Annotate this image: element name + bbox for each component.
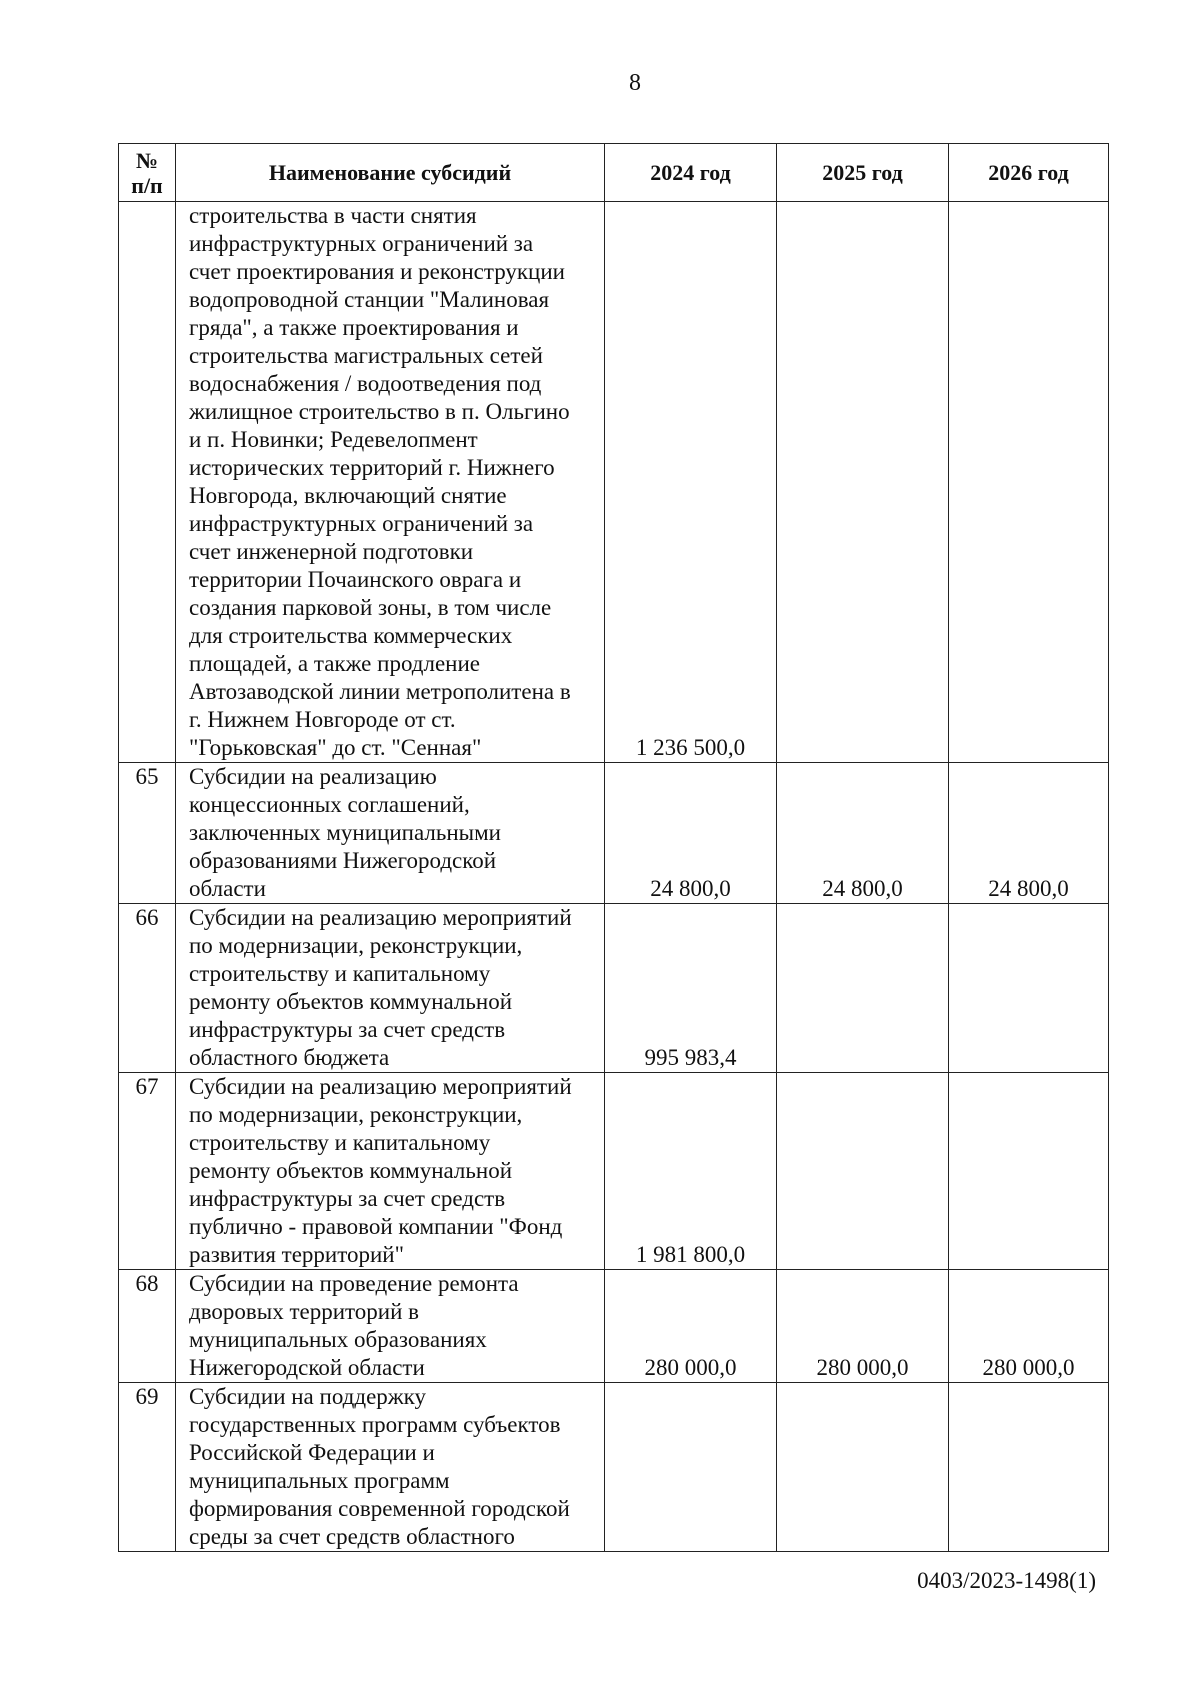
row-number: [119, 202, 176, 763]
row-value-2026: [949, 904, 1109, 1073]
row-value-2026: 280 000,0: [949, 1270, 1109, 1383]
row-name: Субсидии на реализацию мероприятий по модернизации, реконструкции, строительству и капитальному ремонту объектов коммунальной инфраструктуры за счет средств публично - правовой компании "Фонд развития территорий": [176, 1073, 605, 1270]
row-value-2025: 280 000,0: [777, 1270, 949, 1383]
row-name: строительства в части снятия инфраструктурных ограничений за счет проектирования и реконструкции водопроводной станции "Малиновая гряда", а также проектирования и строительства магистральных сетей водоснабжения / водоотведения под жилищное строительство в п. Ольгино и п. Новинки; Редевелопмент исторических территорий г. Нижнего Новгорода, включающий снятие инфраструктурных ограничений за счет инженерной подготовки территории Почаинского оврага и создания парковой зоны, в том числе для строительства коммерческих площадей, а также продление Автозаводской линии метрополитена в г. Нижнем Новгороде от ст. "Горьковская" до ст. "Сенная": [176, 202, 605, 763]
row-value-2025: [777, 904, 949, 1073]
row-number: 65: [119, 763, 176, 904]
document-code: 0403/2023-1498(1): [917, 1568, 1096, 1593]
row-value-2024: [605, 1383, 777, 1552]
header-2025: 2025 год: [777, 144, 949, 202]
subsidies-table: [118, 143, 1109, 1552]
row-name: Субсидии на поддержку государственных программ субъектов Российской Федерации и муниципальных программ формирования современной городской среды за счет средств областного: [176, 1383, 605, 1552]
row-name: Субсидии на проведение ремонта дворовых территорий в муниципальных образованиях Нижегородской области: [176, 1270, 605, 1383]
row-value-2024: 995 983,4: [605, 904, 777, 1073]
row-value-2025: [777, 1383, 949, 1552]
row-name: Субсидии на реализацию мероприятий по модернизации, реконструкции, строительству и капитальному ремонту объектов коммунальной инфраструктуры за счет средств областного бюджета: [176, 904, 605, 1073]
row-value-2025: 24 800,0: [777, 763, 949, 904]
header-2026: 2026 год: [949, 144, 1109, 202]
header-number: № п/п: [119, 144, 176, 202]
row-number: 66: [119, 904, 176, 1073]
table-row: [119, 1073, 1109, 1270]
table-row: [119, 202, 1109, 763]
row-value-2026: [949, 1073, 1109, 1270]
header-row: [119, 144, 1109, 202]
header-name: Наименование субсидий: [176, 144, 605, 202]
row-value-2026: [949, 202, 1109, 763]
row-number: 69: [119, 1383, 176, 1552]
row-number: 67: [119, 1073, 176, 1270]
row-value-2024: 280 000,0: [605, 1270, 777, 1383]
table-row: [119, 904, 1109, 1073]
row-number: 68: [119, 1270, 176, 1383]
row-value-2026: [949, 1383, 1109, 1552]
table-row: [119, 763, 1109, 904]
table-row: [119, 1270, 1109, 1383]
row-value-2024: 24 800,0: [605, 763, 777, 904]
page-number: 8: [629, 70, 641, 96]
header-2024: 2024 год: [605, 144, 777, 202]
row-name: Субсидии на реализацию концессионных соглашений, заключенных муниципальными образованиями Нижегородской области: [176, 763, 605, 904]
table-row: [119, 1383, 1109, 1552]
row-value-2025: [777, 202, 949, 763]
row-value-2025: [777, 1073, 949, 1270]
row-value-2024: 1 236 500,0: [605, 202, 777, 763]
row-value-2024: 1 981 800,0: [605, 1073, 777, 1270]
row-value-2026: 24 800,0: [949, 763, 1109, 904]
